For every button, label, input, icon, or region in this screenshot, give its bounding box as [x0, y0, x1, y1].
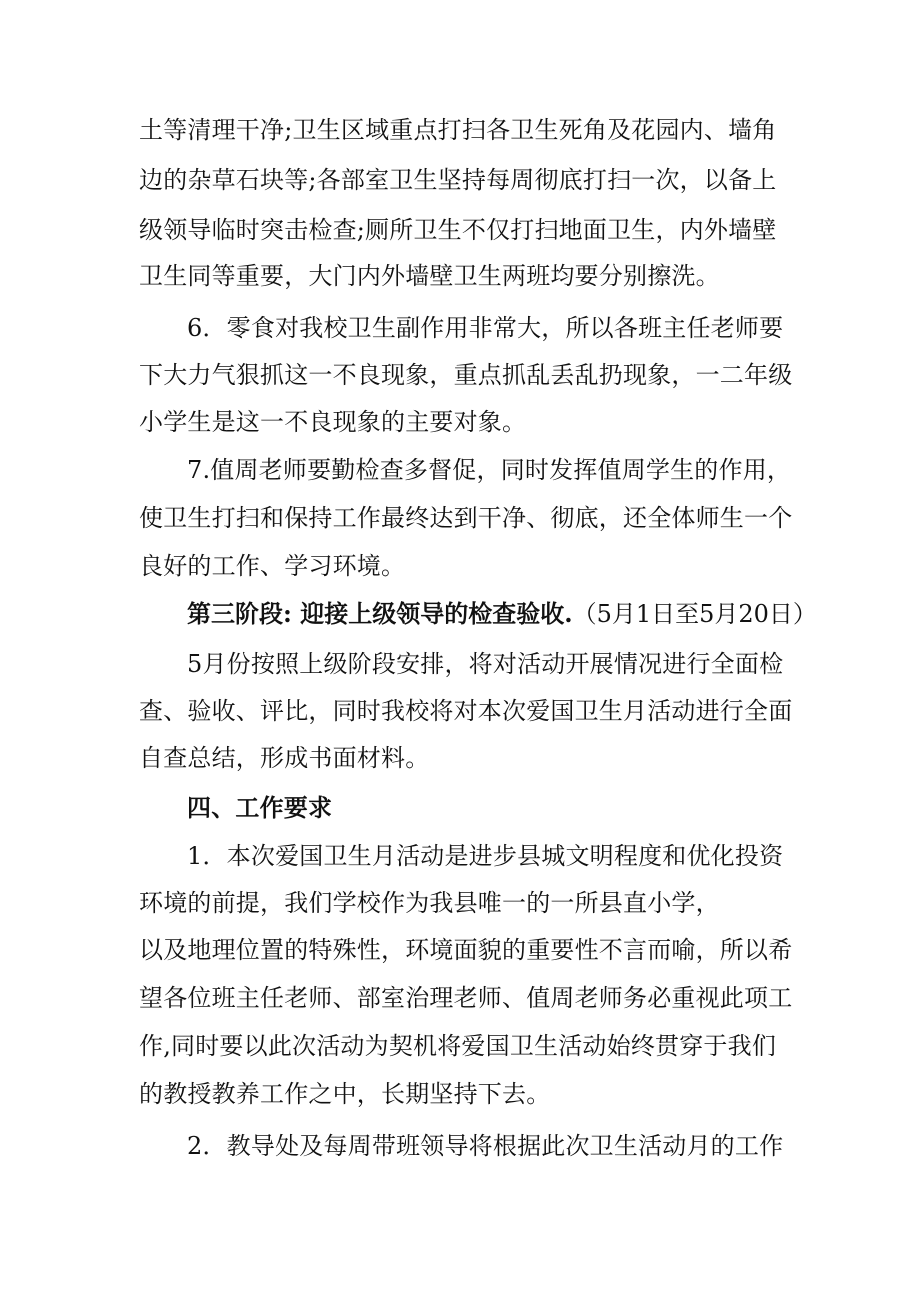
paragraph-line: 使卫生打扫和保持工作最终达到干净、彻底，还全体师生一个	[139, 504, 793, 532]
paragraph-line: 自查总结，形成书面材料。	[139, 744, 430, 772]
section-heading-requirements: 四、工作要求	[187, 793, 333, 822]
paragraph-line: 5月份按照上级阶段安排，将对活动开展情况进行全面检	[187, 650, 784, 678]
paragraph-line: 良好的工作、学习环境。	[139, 552, 406, 580]
paragraph-line: 下大力气狠抓这一不良现象，重点抓乱丢乱扔现象，一二年级	[139, 361, 793, 389]
stage3-dates: （5月1日至5月20日）	[572, 600, 817, 628]
list-item-1: 1．本次爱国卫生月活动是进步县城文明程度和优化投资	[187, 842, 784, 870]
paragraph-line: 卫生同等重要，大门内外墙壁卫生两班均要分别擦洗。	[139, 262, 720, 290]
stage3-heading	[187, 598, 817, 630]
paragraph-line: 小学生是这一不良现象的主要对象。	[139, 408, 527, 436]
paragraph-line: 的教授教养工作之中，长期坚持下去。	[139, 1080, 551, 1108]
paragraph-line: 土等清理干净;卫生区域重点打扫各卫生死角及花园内、墙角	[139, 116, 777, 144]
paragraph-line: 级领导临时突击检查;厕所卫生不仅打扫地面卫生，内外墙壁	[139, 216, 777, 244]
paragraph-line: 边的杂草石块等;各部室卫生坚持每周彻底打扫一次，以备上	[139, 166, 777, 194]
paragraph-line: 查、验收、评比，同时我校将对本次爱国卫生月活动进行全面	[139, 697, 793, 725]
list-item-2: 2．教导处及每周带班领导将根据此次卫生活动月的工作	[187, 1132, 784, 1160]
paragraph-line: 环境的前提，我们学校作为我县唯一的一所县直小学，	[139, 889, 720, 917]
paragraph-line: 作,同时要以此次活动为契机将爱国卫生活动始终贯穿于我们	[139, 1032, 777, 1060]
list-item-7: 7.值周老师要勤检查多督促，同时发挥值周学生的作用，	[187, 456, 792, 484]
stage3-title: 第三阶段: 迎接上级领导的检查验收.	[187, 599, 573, 628]
paragraph-line: 以及地理位置的特殊性，环境面貌的重要性不言而喻，所以希	[139, 936, 793, 964]
paragraph-line: 望各位班主任老师、部室治理老师、值周老师务必重视此项工	[139, 984, 793, 1012]
list-item-6: 6．零食对我校卫生副作用非常大，所以各班主任老师要	[187, 314, 784, 342]
